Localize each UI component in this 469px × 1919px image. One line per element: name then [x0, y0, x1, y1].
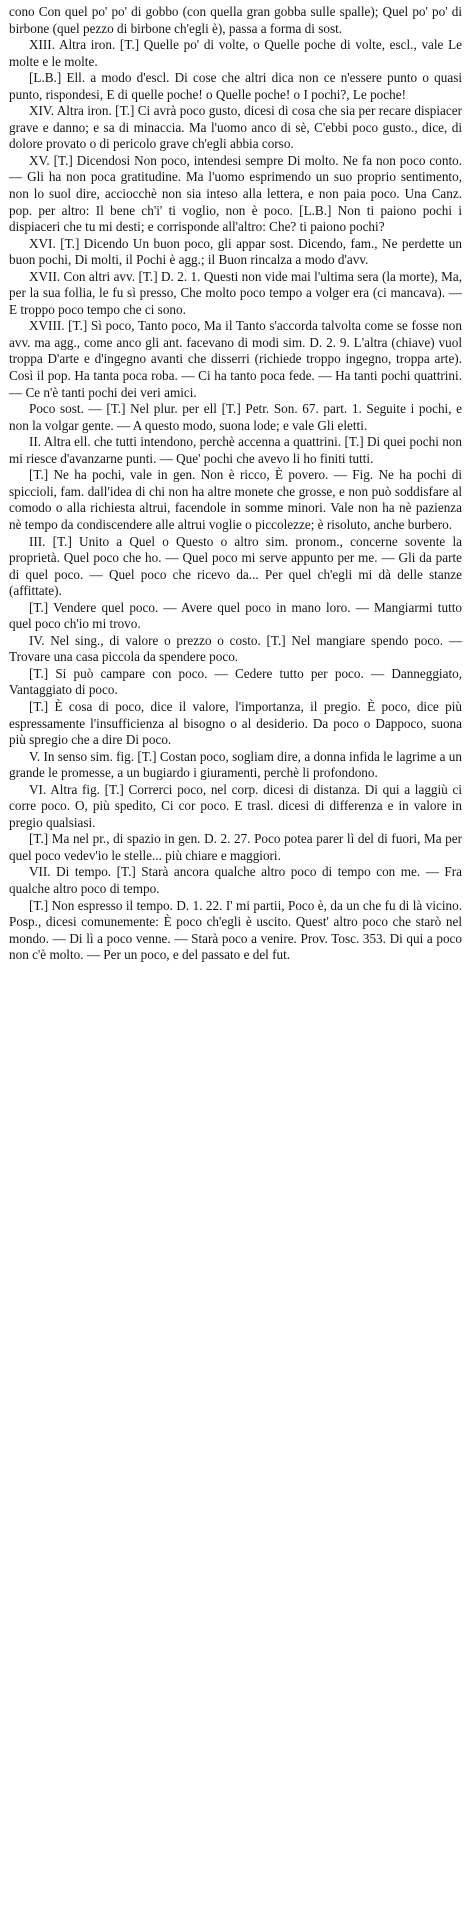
entry-poco-sost: Poco sost. — [T.] Nel plur. per ell [T.] Petr. Son. 67. part. 1. Seguite i pochi, e non la volgar gente. — A questo modo, suona lode; e vale Gli eletti.: [9, 401, 462, 433]
entry-sense-xiii: XIII. Altra iron. [T.] Quelle po' di volte, o Quelle poche di volte, escl., vale Le molte e le molte.: [9, 37, 462, 69]
entry-sost-iv-t1: [T.] Si può campare con poco. — Cedere tutto per poco. — Danneggiato, Vantaggiato di poco.: [9, 665, 462, 698]
entry-sost-iv-t2: [T.] È cosa di poco, dice il valore, l'importanza, il pregio. È poco, dice più espressamente l'insufficienza al bisogno o al desiderio. Da poco o Dappoco, suona più spregio che a dire Di poco.: [9, 698, 462, 748]
entry-sost-ii-t: [T.] Ne ha pochi, vale in gen. Non è ricco, È povero. — Fig. Ne ha pochi di spiccioli, fam. dall'idea di chi non ha altre monete che grosse, e non può soddisfare al comodo o alla richiesta altrui, facendole in somme minori. Vale non ha nè pazienza nè tempo da condiscendere alle altrui voglie o piccolezze; è risoluto, anche burbero.: [9, 467, 462, 532]
entry-sost-vii: VII. Di tempo. [T.] Starà ancora qualche altro poco di tempo con me. — Fra qualche altro poco di tempo.: [9, 864, 462, 896]
entry-sense-xviii: XVIII. [T.] Sì poco, Tanto poco, Ma il Tanto s'accorda talvolta come se fosse non avv. ma agg., come anco gli ant. facevano di modi sim. D. 2. 9. L'altra (chiave) vuol troppa D'arte e d'ingegno avanti che disserri (richiede troppo ingegno, troppa arte). Così il pop. Ha tanta poca roba. — Ci ha tanto poca fede. — Ha tanti pochi quattrini. — Ce n'è tanti pochi dei veri amici.: [9, 318, 462, 400]
entry-sense-xv: XV. [T.] Dicendosi Non poco, intendesi sempre Di molto. Ne fa non poco conto. — Gli ha non poca gratitudine. Ma l'uomo esprimendo un suo proprio sentimento, non lo suol dire, acciocchè non sia inteso alla lettera, e non paia poco. Una Canz. pop. per altro: Il bene ch'i' ti voglio, non è poco. [L.B.] Non ti paiono pochi i dispiaceri che tu mi desti; e corrisponde all'altro: Che? ti paiono pochi?: [9, 152, 462, 235]
entry-sense-xiv: XIV. Altra iron. [T.] Ci avrà poco gusto, dicesi di cosa che sia per recare dispiacer grave e danno; e sa di minaccia. Ma l'uomo anco di sè, C'ebbi poco gusto., dice, di dolore provato o di pericolo grave ch'egli abbia corso.: [9, 103, 462, 152]
entry-sense-xiii-lb: [L.B.] Ell. a modo d'escl. Di cose che altri dica non ce n'essere punto o quasi punto, rispondesi, E di quelle poche! o Quelle poche! o I pochi?, Le poche!: [9, 70, 462, 102]
entry-sost-iv: IV. Nel sing., di valore o prezzo o costo. [T.] Nel mangiare spendo poco. — Trovare una casa piccola da spendere poco.: [9, 632, 462, 665]
entry-sost-iii: III. [T.] Unito a Quel o Questo o altro sim. pronom., concerne sovente la proprietà. Quel poco che ho. — Quel poco mi serve appunto per me. — Gli da parte di quel poco. — Quel poco che ricevo da... Per quel ch'egli mi dà delle stanze (affittate).: [9, 533, 462, 599]
entry-sost-vi: VI. Altra fig. [T.] Correrci poco, nel corp. dicesi di distanza. Di qui a laggiù ci corre poco. O, più spedito, Ci cor poco. E trasl. dicesi di differenza e in valore in pregio qualsiasi.: [9, 781, 462, 830]
entry-sense-xvii: XVII. Con altri avv. [T.] D. 2. 1. Questi non vide mai l'ultima sera (la morte), Ma, per la sua follia, le fu sì presso, Che molto poco tempo a volger era (ci mancava). — E troppo poco tempo che ci sono.: [9, 268, 462, 317]
entry-sost-ii: II. Altra ell. che tutti intendono, perchè accenna a quattrini. [T.] Di quei pochi non mi riesce d'avanzarne punti. — Que' pochi che avevo li ho finiti tutti.: [9, 434, 462, 466]
entry-sost-iii-t: [T.] Vendere quel poco. — Avere quel poco in mano loro. — Mangiarmi tutto quel poco ch'io mi trovo.: [9, 599, 462, 632]
entry-sost-vi-t: [T.] Ma nel pr., di spazio in gen. D. 2. 27. Poco potea parer lì del di fuori, Ma per quel poco vedev'io le stelle... più chiare e maggiori.: [9, 831, 462, 863]
entry-sost-v: V. In senso sim. fig. [T.] Costan poco, sogliam dire, a donna infida le lagrime a un grande le promesse, a un bugiardo i giuramenti, perchè li profondono.: [9, 748, 462, 781]
entry-paragraph-cono: cono Con quel po' po' di gobbo (con quella gran gobba sulle spalle); Quel po' po' di birbone (quel pezzo di birbone ch'egli è), passa a forma di sost.: [9, 4, 462, 36]
entry-sense-xvi: XVI. [T.] Dicendo Un buon poco, gli appar sost. Dicendo, fam., Ne perdette un buon pochi, Di molti, il Pochi è agg.; il Buon rincalza a modo d'avv.: [9, 235, 462, 268]
entry-sost-vii-t: [T.] Non espresso il tempo. D. 1. 22. I' mi partii, Poco è, da un che fu di là vicino. Posp., dicesi comunemente: È poco ch'egli è uscito. Quest' altro poco che starò nel mondo. — Di lì a poco venne. — Starà poco a venire. Prov. Tosc. 353. Di qui a poco non c'è molto. — Per un poco, e del passato e del fut.: [9, 897, 462, 963]
